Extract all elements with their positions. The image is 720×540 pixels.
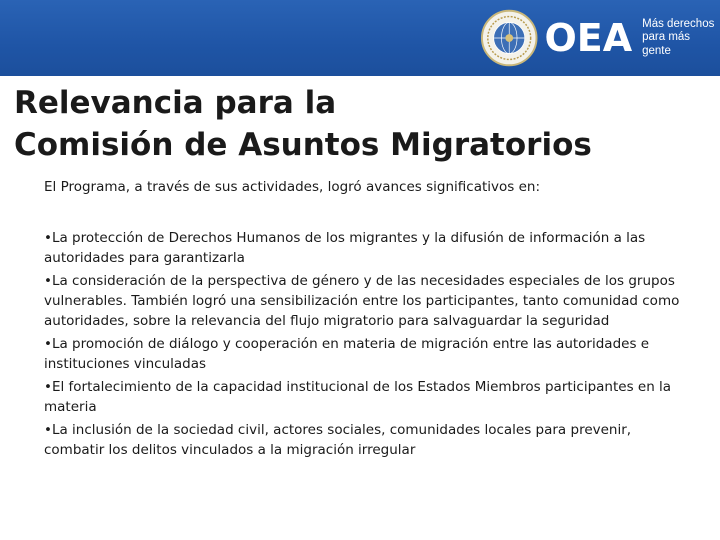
header-band bbox=[0, 0, 720, 76]
slide-title bbox=[14, 82, 704, 166]
tagline-line-1: Más derechos bbox=[642, 18, 715, 31]
oas-seal-icon bbox=[480, 8, 538, 68]
tagline bbox=[642, 18, 720, 58]
bullet-item: •La inclusión de la sociedad civil, actores sociales, comunidades locales para prevenir, combatir los delitos vinculados a la migración irregular bbox=[44, 422, 632, 458]
intro-text: El Programa, a través de sus actividades, logró avances significativos en: bbox=[44, 179, 540, 195]
bullet-item: •El fortalecimiento de la capacidad institucional de los Estados Miembros participantes en la materia bbox=[44, 379, 672, 415]
tagline-line-2: para más gente bbox=[642, 31, 691, 57]
oea-logo bbox=[480, 6, 720, 70]
bullet-list bbox=[44, 228, 694, 463]
bullet-item: •La protección de Derechos Humanos de los migrantes y la difusión de información a las autoridades para garantizarla bbox=[44, 230, 646, 266]
bullet-item: •La consideración de la perspectiva de género y de las necesidades especiales de los grupos vulnerables. También logró una sensibilización entre los participantes, tanto comunidad como autoridades, sobre la relevancia del flujo migratorio para salvaguardar la seguridad bbox=[44, 273, 680, 329]
slide-title-line-2: Comisión de Asuntos Migratorios bbox=[14, 127, 592, 163]
bullet-item: •La promoción de diálogo y cooperación en materia de migración entre las autoridades e instituciones vinculadas bbox=[44, 336, 650, 372]
slide-title-line-1: Relevancia para la bbox=[14, 85, 337, 121]
brand-name: OEA bbox=[544, 16, 633, 60]
